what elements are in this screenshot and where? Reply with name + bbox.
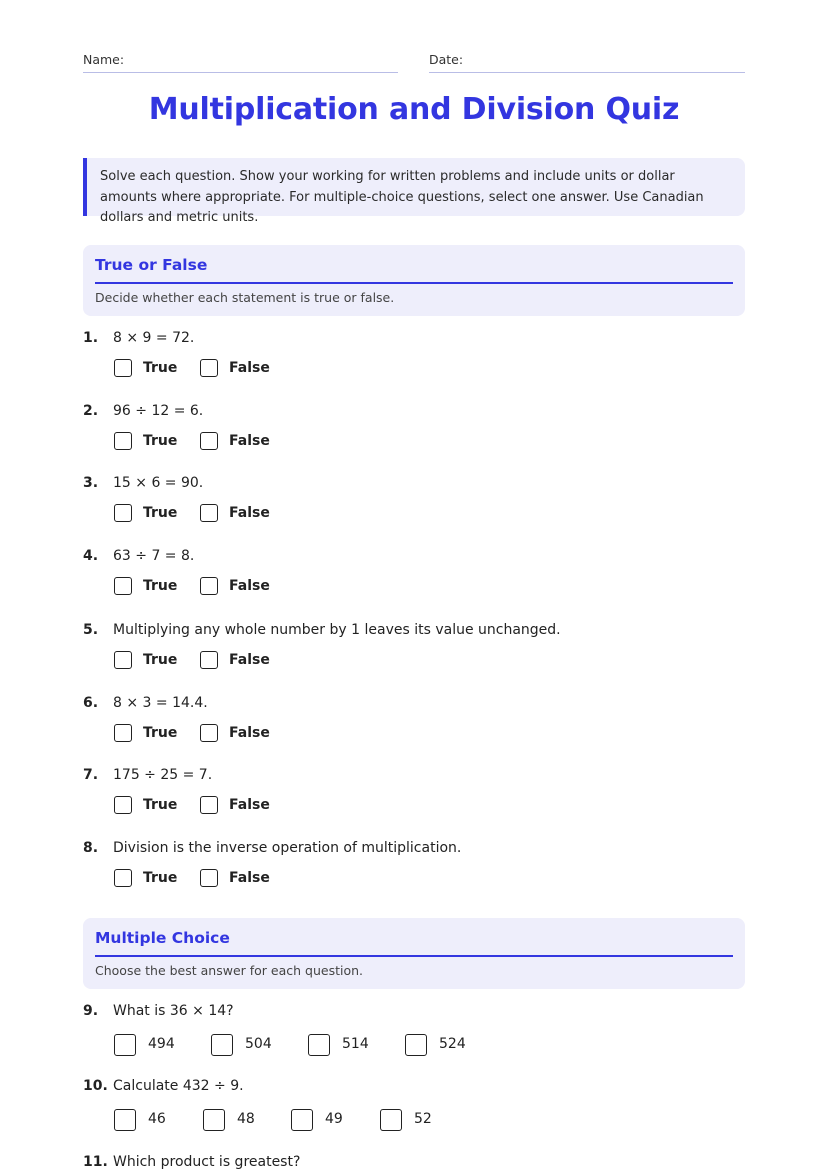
section-true-false [83,245,745,316]
checkbox[interactable] [291,1109,313,1131]
section-title: True or False [95,245,733,284]
option-label: 494 [148,1036,175,1052]
question-text: 8 × 9 = 72. [113,330,195,346]
checkbox[interactable] [114,504,132,522]
option-label: 514 [342,1036,369,1052]
question-number: 11. [83,1154,108,1170]
checkbox[interactable] [114,359,132,377]
option-label: True [143,360,178,376]
option-label: True [143,433,178,449]
section-multiple-choice [83,918,745,989]
question-text: Calculate 432 ÷ 9. [113,1078,244,1094]
question-number: 3. [83,475,99,491]
option-label: True [143,652,178,668]
date-field[interactable] [429,52,745,73]
question-text: Division is the inverse operation of multiplication. [113,840,462,856]
option-label: 46 [148,1111,166,1127]
name-field[interactable] [83,52,398,73]
question-text: Which product is greatest? [113,1154,301,1170]
question-number: 9. [83,1003,99,1019]
instructions-box: Solve each question. Show your working for written problems and include units or dollar amounts where appropriate. For multiple-choice questions, select one answer. Use Canadian dollars and metric units. [83,158,745,216]
question-number: 10. [83,1078,108,1094]
option-label: False [229,797,270,813]
option-label: True [143,870,178,886]
question-number: 7. [83,767,99,783]
question-number: 2. [83,403,99,419]
checkbox[interactable] [308,1034,330,1056]
checkbox[interactable] [200,724,218,742]
section-subtitle: Decide whether each statement is true or false. [95,290,395,305]
checkbox[interactable] [200,577,218,595]
option-label: True [143,725,178,741]
checkbox[interactable] [200,869,218,887]
option-label: 504 [245,1036,272,1052]
date-label: Date: [429,52,464,67]
question-number: 8. [83,840,99,856]
option-label: False [229,578,270,594]
checkbox[interactable] [114,577,132,595]
question-number: 4. [83,548,99,564]
option-label: True [143,797,178,813]
option-label: False [229,725,270,741]
checkbox[interactable] [405,1034,427,1056]
question-text: What is 36 × 14? [113,1003,234,1019]
option-label: True [143,578,178,594]
option-label: 49 [325,1111,343,1127]
option-label: 52 [414,1111,432,1127]
page-title: Multiplication and Division Quiz [148,92,680,127]
option-label: 524 [439,1036,466,1052]
checkbox[interactable] [114,1034,136,1056]
question-number: 1. [83,330,99,346]
option-label: 48 [237,1111,255,1127]
option-label: False [229,433,270,449]
checkbox[interactable] [114,724,132,742]
option-label: False [229,360,270,376]
section-title: Multiple Choice [95,918,733,957]
checkbox[interactable] [203,1109,225,1131]
option-label: False [229,652,270,668]
section-subtitle: Choose the best answer for each question. [95,963,363,978]
checkbox[interactable] [211,1034,233,1056]
question-text: 8 × 3 = 14.4. [113,695,208,711]
question-text: 63 ÷ 7 = 8. [113,548,195,564]
checkbox[interactable] [380,1109,402,1131]
option-label: False [229,505,270,521]
checkbox[interactable] [200,796,218,814]
checkbox[interactable] [200,359,218,377]
checkbox[interactable] [114,651,132,669]
option-label: True [143,505,178,521]
question-text: Multiplying any whole number by 1 leaves its value unchanged. [113,622,561,638]
checkbox[interactable] [114,796,132,814]
question-number: 5. [83,622,99,638]
checkbox[interactable] [114,1109,136,1131]
checkbox[interactable] [114,432,132,450]
checkbox[interactable] [200,432,218,450]
question-text: 15 × 6 = 90. [113,475,204,491]
question-text: 175 ÷ 25 = 7. [113,767,213,783]
name-label: Name: [83,52,125,67]
checkbox[interactable] [114,869,132,887]
question-number: 6. [83,695,99,711]
option-label: False [229,870,270,886]
question-text: 96 ÷ 12 = 6. [113,403,204,419]
name-date-row [83,52,745,74]
checkbox[interactable] [200,651,218,669]
checkbox[interactable] [200,504,218,522]
